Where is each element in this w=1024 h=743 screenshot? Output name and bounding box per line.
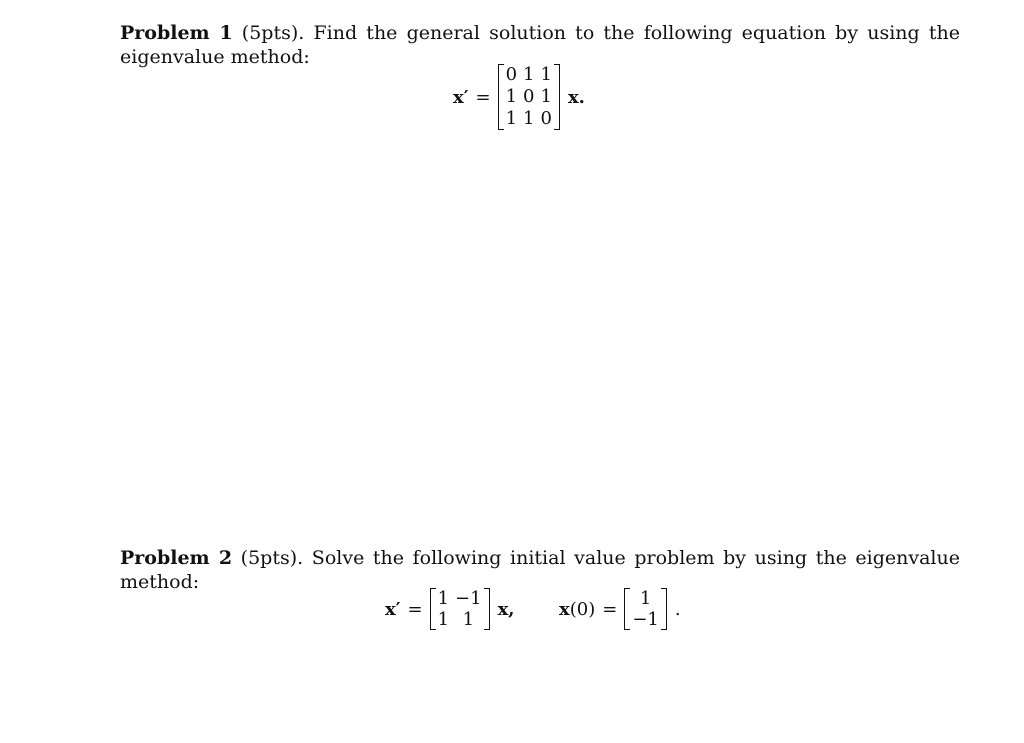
matrix-entry: −1 [455,588,482,609]
vector-entry: 1 [639,588,652,609]
matrix-entry: 1 [462,609,475,630]
rhs-vector: x. [567,86,585,108]
matrix-entry: 1 [523,108,535,129]
problem-2-statement [120,546,960,594]
initial-condition [559,588,681,630]
matrix-entry: 0 [505,64,518,85]
problem-1-text: Find the general solution to the following equation by using the eigenvalue method: [120,22,960,68]
lhs-derivative: x′ [385,598,401,620]
problem-1-statement [120,21,960,69]
matrix-row [435,588,485,609]
end-period: . [674,598,681,620]
problem-2-equation [385,588,515,630]
ic-argument: (0) [569,598,596,620]
problem-2-points: (5pts). [240,547,304,569]
matrix-entry: 1 [437,588,450,609]
ic-vector-name: x [559,598,570,620]
problem-2-title: Problem 2 [120,547,233,569]
vector-entry: −1 [632,609,659,630]
matrix-entry: 1 [505,86,518,107]
problem-1-title: Problem 1 [120,22,233,44]
coefficient-matrix [430,588,490,630]
matrix-row [503,64,555,86]
lhs-derivative: x′ [453,86,469,108]
matrix-entry: 1 [437,609,450,630]
matrix-entry: 1 [505,108,518,129]
matrix-row [503,86,555,108]
matrix-entry: 1 [540,64,552,85]
matrix-entry: 1 [540,86,552,107]
problem-2-text: Solve the following initial value problem by using the eigenvalue method: [120,547,960,593]
matrix-row [503,108,555,130]
matrix-row [435,609,485,630]
equals-sign: = [475,86,491,108]
equals-sign: = [602,598,618,620]
matrix-entry: 0 [523,86,535,107]
matrix-entry: 1 [523,64,535,85]
initial-vector [624,588,667,630]
vector-row [629,609,662,630]
rhs-vector: x, [497,598,515,620]
problem-1-points: (5pts). [241,22,305,44]
matrix-entry: 0 [540,108,552,129]
vector-row [629,588,662,609]
problem-1-equation [453,64,585,130]
coefficient-matrix [498,64,560,130]
equals-sign: = [407,598,423,620]
